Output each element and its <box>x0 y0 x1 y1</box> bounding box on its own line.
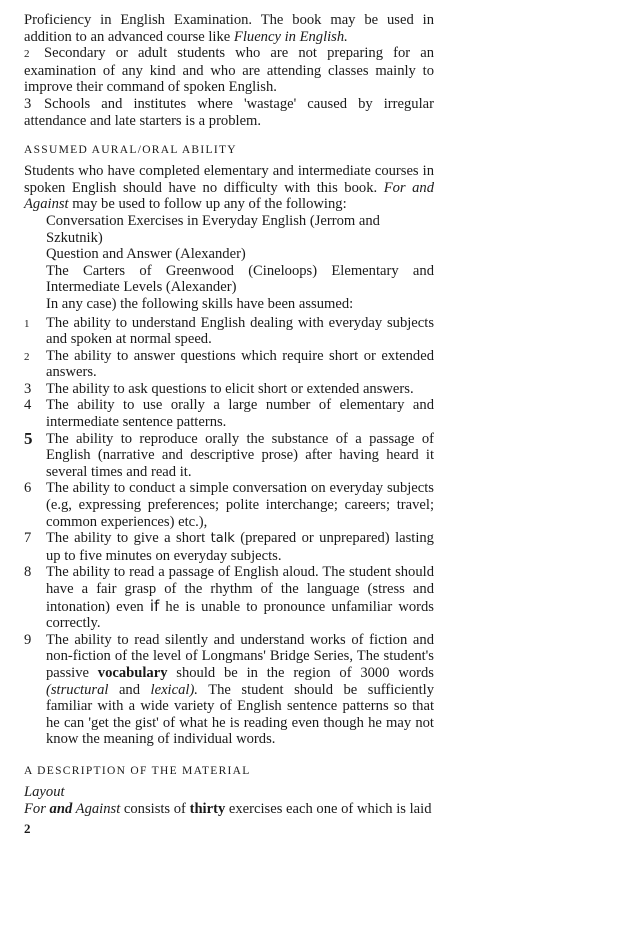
intro-paragraph-2: 2 Secondary or adult students who are not preparing for an examination of any kind and who are attending classes mainly to improve their command of spoken English. <box>24 45 434 96</box>
course-item: In any case) the following skills have been assumed: <box>46 295 354 312</box>
skills-list <box>24 315 434 748</box>
skill-item: 8 The ability to read a passage of English aloud. The student should have a fair grasp of the rhythm of the language (stress and intonation) even if he is unable to pronounce unfamiliar words correctly. <box>24 564 434 632</box>
page-number: 2 <box>24 821 31 837</box>
skill-item: 6 The ability to conduct a simple conversation on everyday subjects (e.g, expressing preferences; polite interchange; careers; travel; common experiences) etc.), <box>24 480 434 530</box>
course-item: Question and Answer (Alexander) <box>46 246 246 263</box>
section-heading-ability: ASSUMED AURAL/ORAL ABILITY <box>24 144 237 157</box>
intro-paragraph-3: 3 Schools and institutes where 'wastage' caused by irregular attendance and late starters is a problem. <box>24 95 434 129</box>
subheading-layout: Layout <box>24 783 65 800</box>
skill-item: 2 The ability to answer questions which require short or extended answers. <box>24 347 434 381</box>
skill-item: 9 The ability to read silently and understand works of fiction and non-fiction of the level of Longmans' Bridge Series, The student's passive vocabulary should be in the region of 3000 words (structural and lexical). The student should be sufficiently familiar with a wide variety of English sentence patterns so that he can 'get the gist' of what he is reading even though he may not know the meaning of individual words. <box>24 631 435 748</box>
skill-item: 4 The ability to use orally a large number of elementary and intermediate sentence patterns. <box>24 397 434 431</box>
skill-item: 7 The ability to give a short talk (prepared or unprepared) lasting up to five minutes on everyday subjects. <box>24 530 434 564</box>
course-item: Conversation Exercises in Everyday English (Jerrom and Szkutnik) <box>46 212 380 246</box>
document-page <box>24 12 434 838</box>
course-item: The Carters of Greenwood (Cineloops) Elementary and Intermediate Levels (Alexander) <box>46 262 434 296</box>
intro-paragraph-1: Proficiency in English Examination. The book may be used in addition to an advanced course like Fluency in English. <box>24 12 434 45</box>
layout-paragraph: For and Against consists of thirty exercises each one of which is laid <box>24 800 432 817</box>
skill-item: 1 The ability to understand English dealing with everyday subjects and spoken at normal speed. <box>24 314 434 348</box>
ability-lead-paragraph: Students who have completed elementary and intermediate courses in spoken English should have no difficulty with this book. For and Against may be used to follow up any of the following: <box>24 163 434 213</box>
skill-item: 5 The ability to reproduce orally the substance of a passage of English (narrative and descriptive prose) after having heard it several times and read it. <box>24 428 434 480</box>
skill-item: 3 The ability to ask questions to elicit short or extended answers. <box>24 380 414 397</box>
section-heading-material: A DESCRIPTION OF THE MATERIAL <box>24 764 251 777</box>
prerequisite-course-list <box>24 213 434 313</box>
